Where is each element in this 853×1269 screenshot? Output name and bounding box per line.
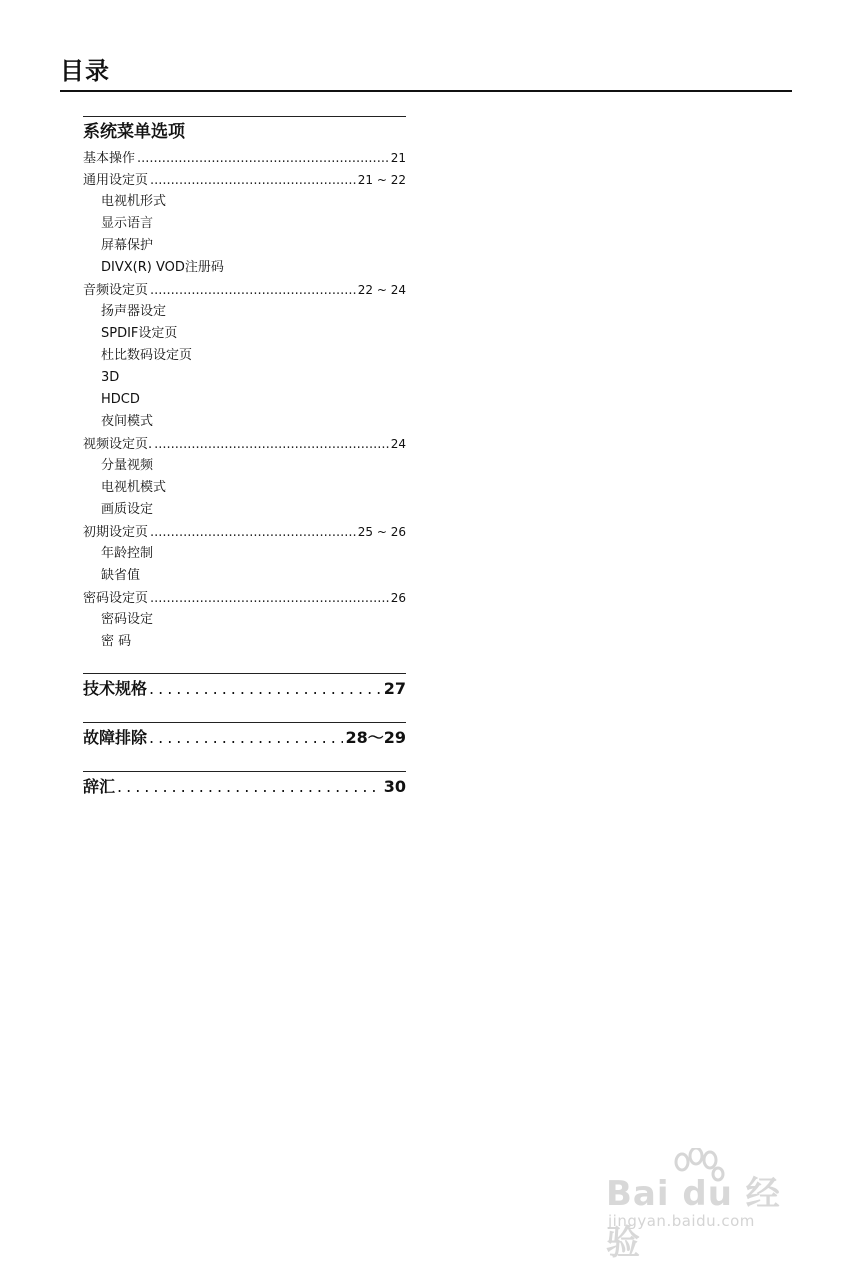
dot-leader: [150, 522, 356, 544]
toc-entry-page: 21 ~ 22: [357, 173, 406, 187]
dot-leader: [149, 725, 343, 751]
toc-entry-label: 视频设定页.: [83, 437, 153, 452]
toc-subitem[interactable]: 扬声器设定: [101, 304, 167, 319]
toc-entry-page: 21: [390, 151, 406, 165]
toc-subitem[interactable]: 电视机模式: [101, 480, 167, 495]
toc-entry-page: 22 ~ 24: [357, 283, 406, 297]
toc-subitem[interactable]: HDCD: [101, 392, 140, 407]
toc-entry-label: 音频设定页: [83, 283, 149, 298]
toc-entry-audio-setup[interactable]: [83, 279, 406, 301]
toc-entry-page: 27: [383, 679, 406, 698]
section-divider: [83, 116, 406, 117]
page-title: 目录: [60, 57, 110, 85]
section-divider: [83, 722, 406, 723]
toc-subitem[interactable]: 杜比数码设定页: [101, 348, 193, 363]
toc-entry-glossary[interactable]: [83, 774, 406, 800]
baidu-watermark: [606, 1148, 806, 1263]
toc-entry-page: 26: [390, 591, 406, 605]
section-divider: [83, 673, 406, 674]
toc-entry-password-setup[interactable]: [83, 587, 406, 609]
toc-subitem[interactable]: 密 码: [101, 634, 132, 649]
toc-subitem[interactable]: 分量视频: [101, 458, 154, 473]
major-entry-block: [83, 771, 406, 800]
toc-entry-page: 25 ~ 26: [357, 525, 406, 539]
toc-entry-video-setup[interactable]: [83, 433, 406, 455]
toc-subitem[interactable]: 屏幕保护: [101, 238, 154, 253]
toc-subitem[interactable]: 3D: [101, 370, 120, 385]
toc-entry-troubleshooting[interactable]: [83, 725, 406, 751]
toc-entry-preference-setup[interactable]: [83, 521, 406, 543]
toc-entry-label: 基本操作: [83, 151, 136, 166]
watermark-url: jingyan.baidu.com: [608, 1212, 755, 1230]
toc-subitem[interactable]: 年龄控制: [101, 546, 154, 561]
toc-entry-label: 技术规格: [83, 679, 148, 698]
toc-subitem[interactable]: DIVX(R) VOD注册码: [101, 260, 224, 275]
toc-entry-general-setup[interactable]: [83, 169, 406, 191]
toc-entry-specifications[interactable]: [83, 676, 406, 702]
toc-entry-page: 24: [390, 437, 406, 451]
toc-subitem[interactable]: SPDIF设定页: [101, 326, 178, 341]
toc-subitem[interactable]: 画质设定: [101, 502, 154, 517]
title-divider: [60, 90, 792, 92]
dot-leader: [150, 280, 356, 302]
dot-leader: [137, 148, 389, 170]
section-title: 系统菜单选项: [83, 122, 185, 142]
dot-leader: [149, 676, 382, 702]
toc-entry-page: 30: [383, 777, 406, 796]
toc-subitem[interactable]: 夜间模式: [101, 414, 154, 429]
dot-leader: [117, 774, 382, 800]
watermark-logo: Bai du 经验: [606, 1174, 781, 1263]
dot-leader: [150, 588, 389, 610]
toc-entry-label: 通用设定页: [83, 173, 149, 188]
toc-entry-page: 28～29: [345, 728, 406, 747]
section-divider: [83, 771, 406, 772]
toc-subitem[interactable]: 缺省值: [101, 568, 141, 583]
major-entry-block: [83, 722, 406, 751]
toc-entry-label: 初期设定页: [83, 525, 149, 540]
toc-entry-label: 辞汇: [83, 777, 116, 796]
toc-entry-label: 密码设定页: [83, 591, 149, 606]
major-entry-block: [83, 673, 406, 702]
toc-subitem[interactable]: 密码设定: [101, 612, 154, 627]
dot-leader: [154, 434, 389, 456]
toc-entry-basic-operation[interactable]: [83, 147, 406, 169]
toc-entry-label: 故障排除: [83, 728, 148, 747]
toc-subitem[interactable]: 显示语言: [101, 216, 154, 231]
table-of-contents: [83, 116, 406, 800]
toc-subitem[interactable]: 电视机形式: [101, 194, 167, 209]
dot-leader: [150, 170, 356, 192]
